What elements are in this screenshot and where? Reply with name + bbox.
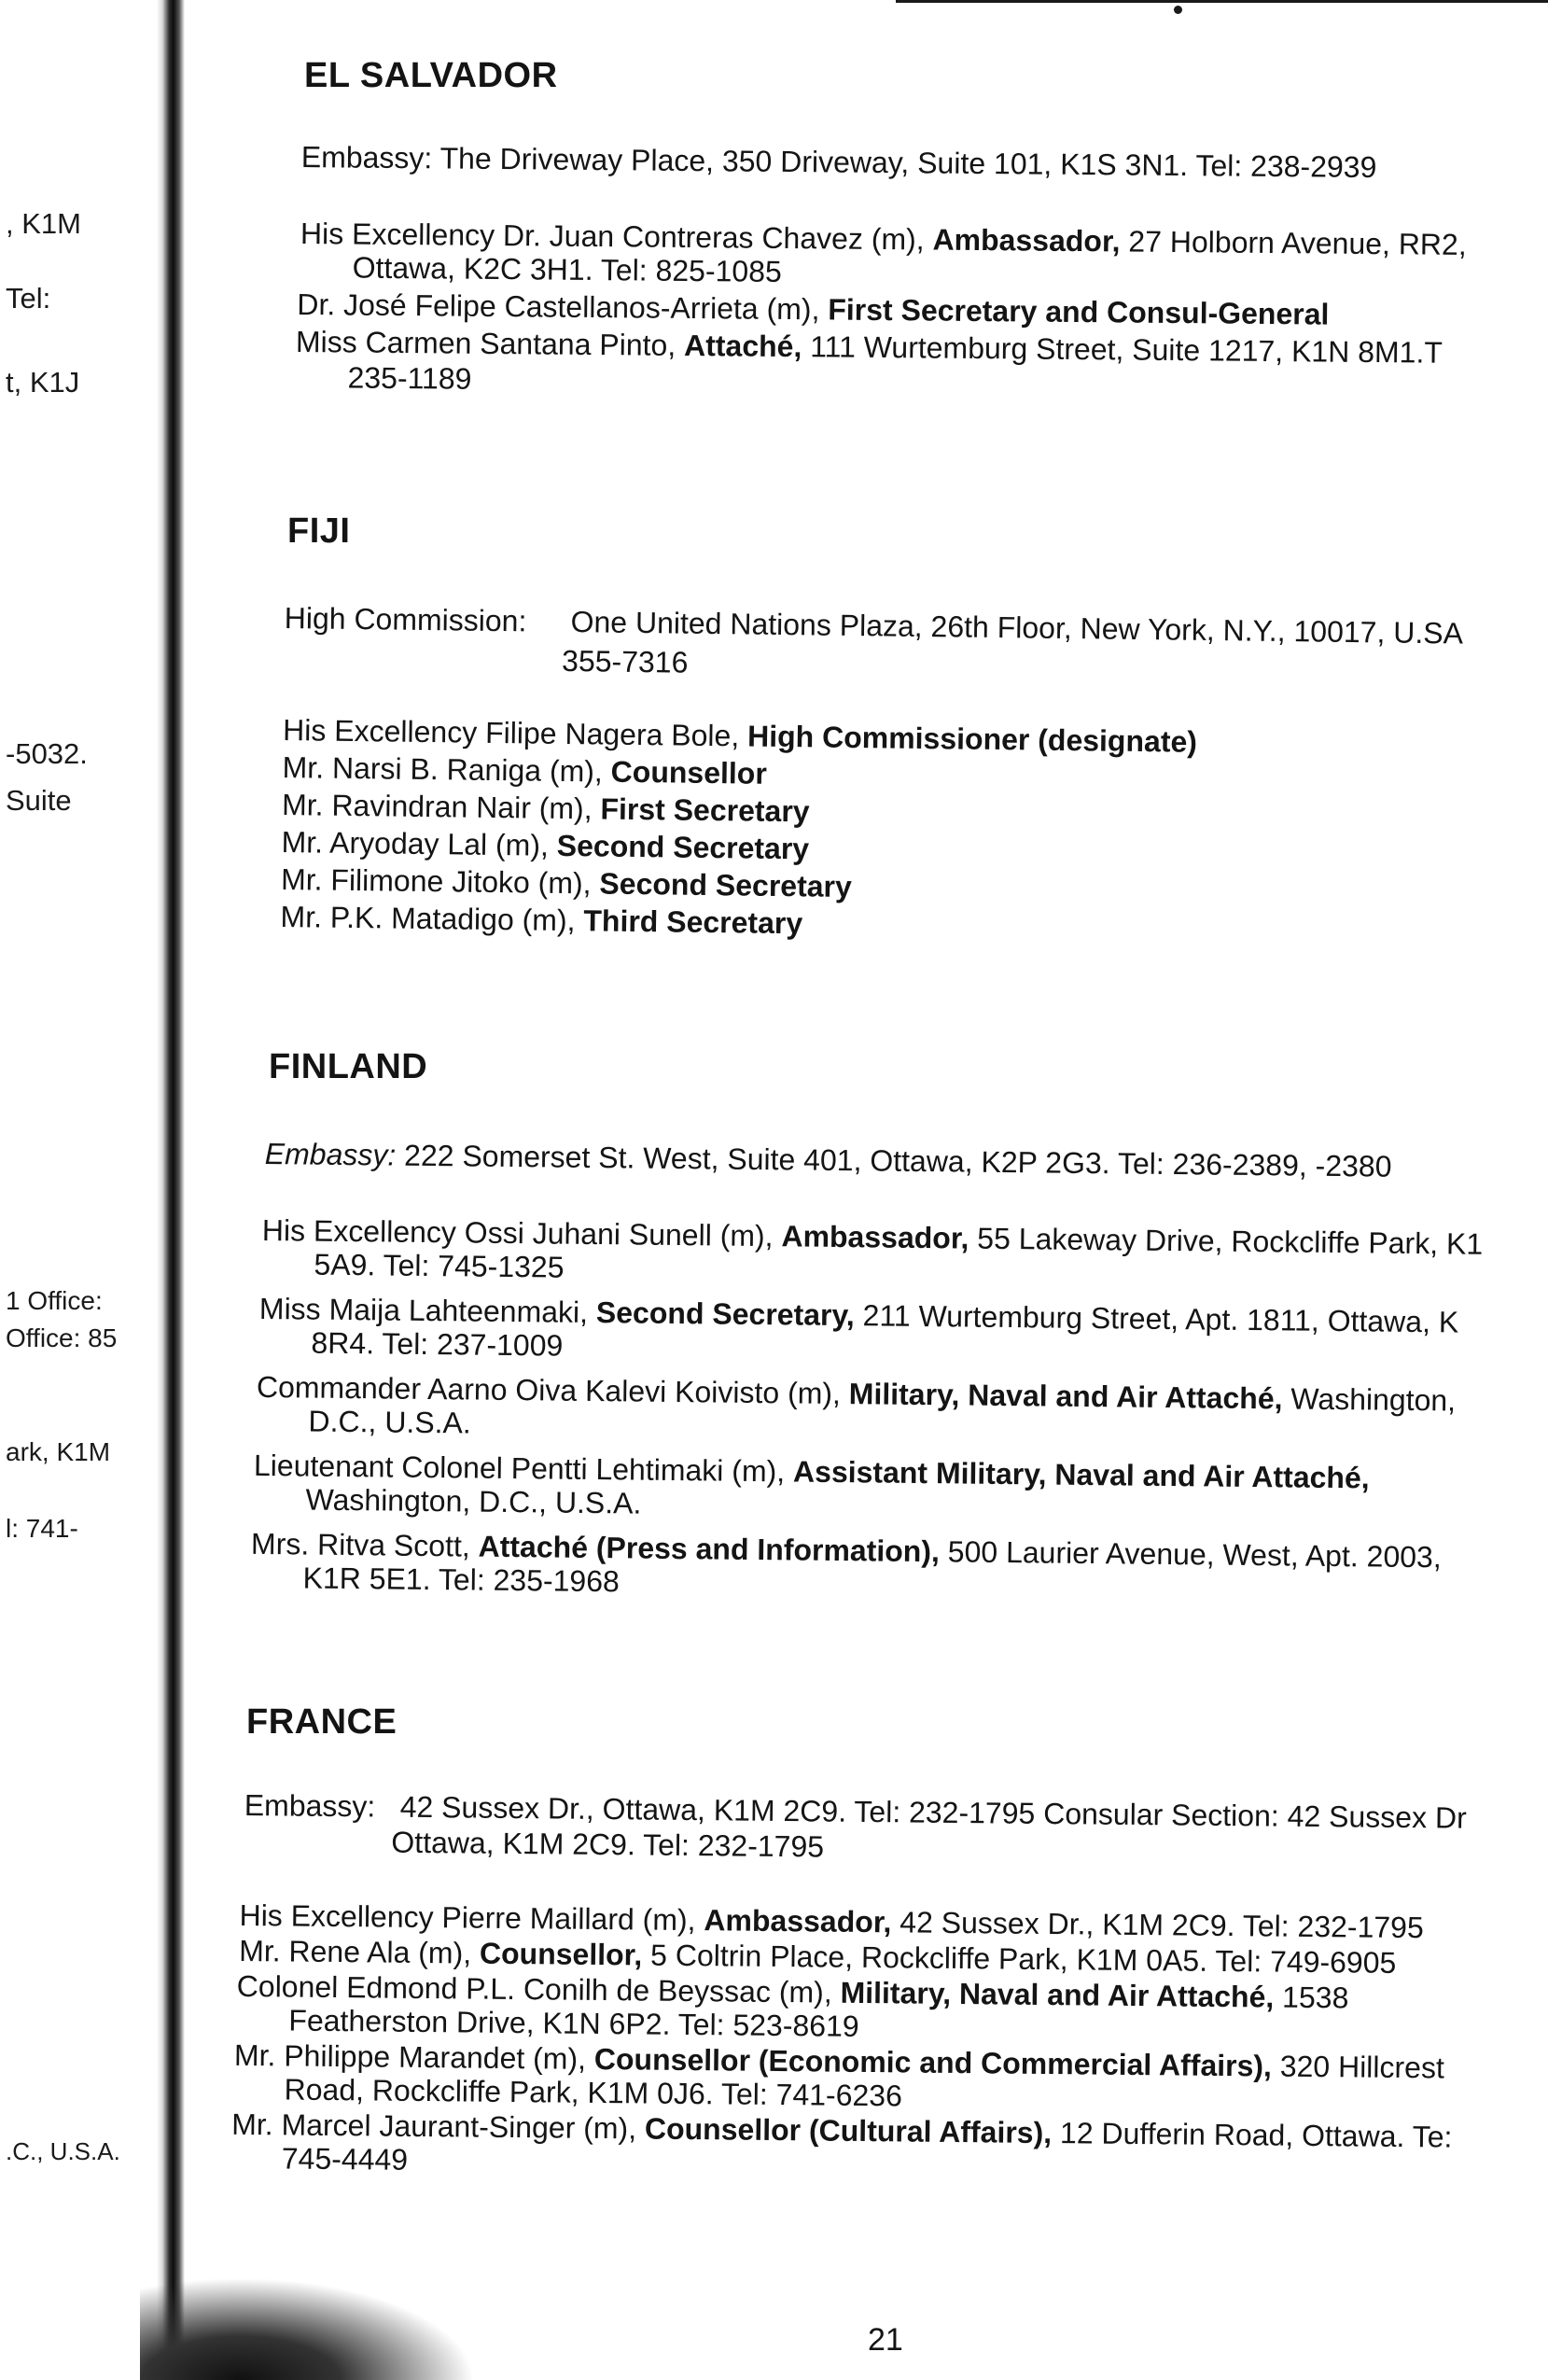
- personnel-entry: Dr. José Felipe Castellanos-Arrieta (m), First Secretary and Consul-General: [297, 287, 1330, 331]
- embassy-label: Embassy:: [244, 1788, 376, 1824]
- facing-page-fragment: Office: 85: [6, 1323, 118, 1352]
- embassy-label: High Commission:: [284, 601, 527, 638]
- personnel-entry-cont: Road, Rockcliffe Park, K1M 0J6. Tel: 741-6236: [284, 2072, 903, 2113]
- embassy-label: Embassy:: [300, 140, 433, 175]
- personnel-entry: Mr. Aryoday Lal (m), Second Secretary: [281, 824, 810, 866]
- embassy-address-cont: Ottawa, K1M 2C9. Tel: 232-1795: [391, 1825, 825, 1864]
- embassy-address: One United Nations Plaza, 26th Floor, New York, N.Y., 10017, U.SA: [570, 605, 1464, 651]
- embassy-line: [301, 140, 1377, 185]
- facing-page-fragment: 1 Office:: [6, 1286, 103, 1315]
- personnel-title: Attaché (Press and Information),: [478, 1529, 941, 1569]
- embassy-address: 222 Somerset St. West, Suite 401, Ottawa, K2P 2G3. Tel: 236-2389, -2380: [403, 1138, 1392, 1183]
- personnel-entry-cont: 8R4. Tel: 237-1009: [311, 1325, 564, 1363]
- personnel-entry: Mr. Ravindran Nair (m), First Secretary: [281, 787, 810, 829]
- personnel-entry-cont: Washington, D.C., U.S.A.: [305, 1482, 642, 1520]
- personnel-entry: Miss Maija Lahteenmaki, Second Secretary, 211 Wurtemburg Street, Apt. 1811, Ottawa, K: [258, 1291, 1459, 1339]
- personnel-entry-cont: Ottawa, K2C 3H1. Tel: 825-1085: [352, 250, 782, 288]
- personnel-title: Counsellor,: [479, 1936, 643, 1972]
- facing-page-fragment: , K1M: [6, 207, 81, 240]
- country-heading: EL SALVADOR: [304, 56, 558, 95]
- personnel-entry: Lieutenant Colonel Pentti Lehtimaki (m), Assistant Military, Naval and Air Attaché,: [253, 1448, 1370, 1495]
- personnel-entry: Mr. Marcel Jaurant-Singer (m), Counsellor (Cultural Affairs), 12 Dufferin Road, Ottawa. Te:: [231, 2107, 1453, 2154]
- personnel-entry: His Excellency Pierre Maillard (m), Ambassador, 42 Sussex Dr., K1M 2C9. Tel: 232-1795: [239, 1897, 1424, 1945]
- personnel-title: Assistant Military, Naval and Air Attaché,: [792, 1454, 1370, 1495]
- country-heading: FIJI: [287, 511, 351, 551]
- book-spine-shadow: [140, 2277, 476, 2380]
- personnel-entry: His Excellency Filipe Nagera Bole, High Commissioner (designate): [282, 712, 1198, 759]
- embassy-line: [285, 601, 1464, 651]
- personnel-title: Second Secretary: [556, 828, 810, 866]
- personnel-entry: Miss Carmen Santana Pinto, Attaché, 111 Wurtemburg Street, Suite 1217, K1N 8M1.T: [295, 324, 1443, 370]
- personnel-title: Counsellor (Cultural Affairs),: [644, 2111, 1053, 2150]
- book-spine: [157, 0, 185, 2380]
- personnel-title: Third Secretary: [583, 903, 803, 941]
- facing-page-fragment: l: 741-: [6, 1514, 78, 1543]
- personnel-title: Military, Naval and Air Attaché,: [840, 1975, 1275, 2014]
- embassy-address: The Driveway Place, 350 Driveway, Suite 101, K1S 3N1. Tel: 238-2939: [439, 141, 1377, 185]
- facing-page-fragment: -5032.: [6, 737, 88, 770]
- personnel-entry: Colonel Edmond P.L. Conilh de Beyssac (m), Military, Naval and Air Attaché, 1538: [236, 1968, 1349, 2015]
- personnel-title: Counsellor: [610, 754, 768, 791]
- personnel-title: First Secretary: [600, 791, 810, 829]
- personnel-title: High Commissioner (designate): [746, 719, 1198, 759]
- personnel-entry: Mrs. Ritva Scott, Attaché (Press and Information), 500 Laurier Avenue, West, Apt. 2003,: [250, 1526, 1442, 1575]
- personnel-entry-cont: D.C., U.S.A.: [308, 1404, 471, 1440]
- country-heading: FRANCE: [246, 1702, 397, 1742]
- facing-page-fragment: .C., U.S.A.: [6, 2137, 120, 2165]
- personnel-entry-cont: 745-4449: [281, 2141, 409, 2177]
- personnel-entry-cont: K1R 5E1. Tel: 235-1968: [302, 1561, 621, 1599]
- facing-page-fragment: ark, K1M: [6, 1437, 111, 1466]
- page-number: 21: [868, 2322, 903, 2358]
- personnel-entry: Mr. Rene Ala (m), Counsellor, 5 Coltrin Place, Rockcliffe Park, K1M 0A5. Tel: 749-6905: [238, 1933, 1397, 1980]
- country-heading: FINLAND: [269, 1047, 428, 1086]
- embassy-address: 42 Sussex Dr., Ottawa, K1M 2C9. Tel: 232-1795 Consular Section: 42 Sussex Dr: [399, 1789, 1467, 1835]
- top-mark: [1174, 6, 1182, 14]
- embassy-line: [265, 1137, 1392, 1184]
- embassy-label: Embassy:: [264, 1137, 397, 1172]
- personnel-title: Military, Naval and Air Attaché,: [848, 1377, 1283, 1416]
- personnel-title: Ambassador,: [932, 222, 1121, 259]
- personnel-entry: His Excellency Ossi Juhani Sunell (m), Ambassador, 55 Lakeway Drive, Rockcliffe Park, K1: [261, 1212, 1484, 1261]
- personnel-title: Second Secretary,: [595, 1295, 855, 1333]
- personnel-entry: Mr. Filimone Jitoko (m), Second Secretary: [280, 861, 853, 903]
- facing-page-fragment: Suite: [6, 784, 72, 817]
- personnel-entry: Mr. Narsi B. Raniga (m), Counsellor: [282, 749, 768, 791]
- personnel-entry-cont: Featherston Drive, K1N 6P2. Tel: 523-8619: [288, 2003, 859, 2043]
- personnel-title: Counsellor (Economic and Commercial Affairs),: [593, 2041, 1273, 2083]
- personnel-entry: Commander Aarno Oiva Kalevi Koivisto (m), Military, Naval and Air Attaché, Washington,: [256, 1369, 1457, 1418]
- personnel-title: First Secretary and Consul-General: [828, 292, 1330, 331]
- personnel-title: Ambassador,: [781, 1219, 969, 1255]
- personnel-title: Second Secretary: [599, 866, 853, 903]
- personnel-title: Attaché,: [683, 328, 802, 364]
- top-rule: [896, 0, 1548, 3]
- personnel-entry-cont: 235-1189: [347, 360, 472, 396]
- facing-page-fragment: Tel:: [6, 282, 51, 315]
- personnel-entry: Mr. Philippe Marandet (m), Counsellor (Economic and Commercial Affairs), 320 Hillcrest: [233, 2037, 1445, 2085]
- facing-page-edge: [0, 0, 149, 2380]
- personnel-entry-cont: 5A9. Tel: 745-1325: [314, 1247, 565, 1284]
- embassy-address-cont: 355-7316: [561, 643, 689, 679]
- personnel-entry: Mr. P.K. Matadigo (m), Third Secretary: [280, 899, 803, 941]
- personnel-title: Ambassador,: [704, 1903, 892, 1939]
- facing-page-fragment: t, K1J: [6, 366, 80, 399]
- personnel-entry: His Excellency Dr. Juan Contreras Chavez (m), Ambassador, 27 Holborn Avenue, RR2,: [300, 216, 1467, 261]
